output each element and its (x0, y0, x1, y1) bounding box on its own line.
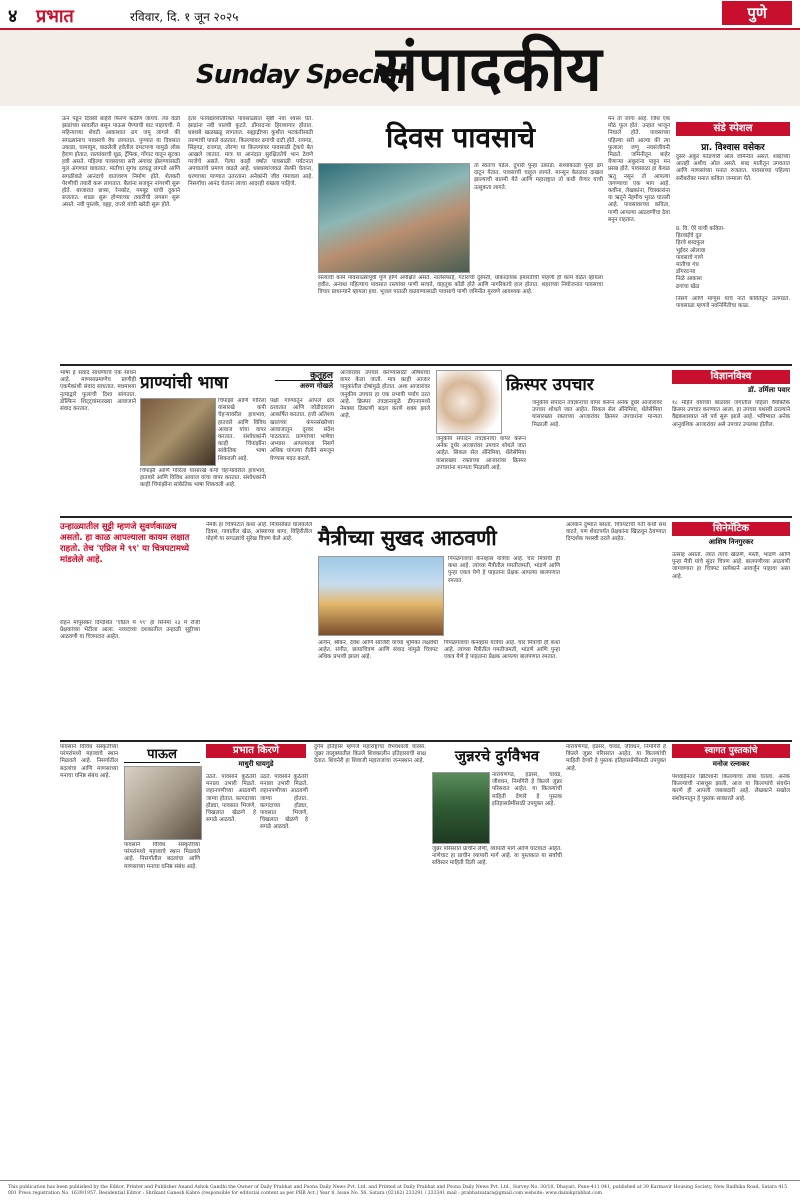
sande-special-poem (676, 226, 790, 291)
languages-author: अरुण गोखले (299, 382, 333, 390)
sande-special-text: दुसरे अंकुर फोडणारी ओल जमिनीत असते. शब्दांच्या आतही अशीच ओल असते. शब्द मातीतून उगवतात आणि माणसांच्या मनात रुजतात. पावसाच्या पहिल्या सरीबरोबर मनात कविता जन्माला येते. (676, 154, 790, 182)
poem-line: हिरवे शब्दफूल (676, 240, 705, 247)
maitri-col3b: पिंपळगावचा कॅनव्हास यात्रेचा आहे. चार मित्रांची ही कथा आहे. त्यांच्या मैत्रीतील गमतीजमती, भांडणे आणि पुन्हा एकत्र येणे हे पाहताना प्रेक्षक आपल्या बालपणात रमतात. (444, 640, 560, 661)
lead-headline: दिवस पावसाचे (385, 121, 536, 154)
poem-line: प्र. वि. ऐरे यांची कविता- (676, 226, 725, 232)
junnar-col2b: जुन्नर परिसरात प्राचीन लेणी, व्यापारी मार्ग आणि घाटवाटा आहेत. नाणेघाट हा प्राचीन व्यापारी मार्ग आहे. या पुस्तकात या सर्वांची सविस्तर माहिती दिली आहे. (432, 846, 562, 867)
kirane-col1: उठते. पावसाने कुठेतरी मनाला उभारी मिळते. लहानपणीच्या आठवणी जाग्या होतात. कागदाच्या होड्या, पावसात भिजणे, चिखलात खेळणे हे सगळे आठवते. (206, 774, 256, 824)
page-header (0, 0, 800, 30)
sudha-pullquote: उन्हाळ्यातील सुट्टी म्हणजे सुवर्णकाळच असतो. हा काळ आपल्याला कायम लक्षात राहतो. तेच 'एप्रिल मे ९९' या चित्रपटामध्ये मांडलेले आहे. (60, 522, 190, 565)
maitri-col3: आर्यन, श्रीकर, देवेश आणि साजिरी यांच्या भूमिका लक्षवेधी आहेत. संगीत, छायाचित्रण आणि संवाद यांमुळे चित्रपट अधिक प्रभावी झाला आहे. (318, 640, 438, 661)
lead-col2: इतर फायद्यांव्यतिरिक्त पावसाळ्यात सृष्टी नवा श्वास घेते. झाडांना नवी पालवी फुटते. डोंगरदऱ्या हिरव्यागार होतात. धबधबे खळखळू लागतात. सह्याद्रीच्या कुशीत भटकंतीसाठी तरुणांची पावले वळतात. किल्ल्यांवर ढगांची दाटी होते. रायगड, सिंहगड, राजगड, तोरणा या किल्ल्यांवर पावसाळी ट्रेकचे बेत आखले जातात. मात्र या आनंदात सुरक्षिततेचे भान ठेवणे गरजेचे असते. गेल्या काही वर्षांत पावसाळी पर्यटनात अपघातांचे प्रमाण वाढले आहे. धबधब्यांजवळ सेल्फी घेताना, धरणाच्या पाण्यात उतरताना अनेकांनी जीव गमावला आहे. निसर्गाचा आनंद घेताना त्याचा आदरही राखला पाहिजे. (188, 116, 313, 187)
lead-col5: मन तो जागा आहे. जिथे एक मोठं फूल होतं. उन्हात भाजून निघाले होते. पावसाच्या पहिल्या सरी आल्या की त्या फुलाला जणू नवसंजीवनी मिळते. जमिनीतून बाहेर येणाऱ्या अंकुरांना पाहून मन प्रसन्न होते. पावसाळा हा केवळ ऋतू नसून तो आपल्या जगण्याचा एक भाग आहे. कवींना, लेखकांना, चित्रकारांना या ऋतूने नेहमीच भुरळ घातली आहे. पावसावरच्या कविता, गाणी आपल्या आठवणींचा ठेवा बनून राहतात. (608, 116, 670, 223)
section-divider (60, 364, 792, 366)
sande-special-label: संडे स्पेशल (676, 122, 790, 136)
poem-line: निळे आकाश (676, 276, 702, 283)
poem-line: भुईवर ओलावा (676, 247, 706, 254)
paaul-col2: पावसाने विविध संस्कृतींच्या परंपरांमध्ये महत्त्वाचे स्थान मिळवले आहे. निसर्गातील बदलांचा आणि माणसाच्या मनाचा घनिष्ठ संबंध आहे. (124, 842, 200, 870)
poem-line: हिरवाईचे दूत (676, 233, 702, 240)
maitri-col1: नेमके हा चित्रपटात कथा आहे. मित्रांसोबत घालवलेले दिवस, गावातील खेळ, आंब्याच्या बागा, विहिरीतील पोहणे या सगळ्यांचे सुरेख चित्रण केले आहे. (206, 522, 312, 543)
section-title: संपादकीय (376, 32, 602, 105)
lead-col1: ऊन पडून दिवसी बाहेरी फिरणं कठीण जायचं. त्या वेळी झाडांच्या सावलीत बसून पाऊस येण्याची वाट पाहायची. मे महिन्याच्या शेवटी आकाशात ढग जमू लागले की सगळ्यांनाच पावसाचे वेध लागतात. पुण्यात या दिवसांत उकाडा, घामाघूम, वाढलेली हवेतील दमटपणा यामुळे लोक हैराण होतात. रस्त्यांवरची धूळ, ट्रॅफिक, गोंगाट यातून सुटका हवी असते. पहिल्या पावसाच्या सरी अंगावर झेलण्यासाठी मुलं अंगणात धावतात. मातीचा सुगंध दरवळू लागतो आणि सगळीकडे आनंदाचे वातावरण निर्माण होते. शेतकरी पेरणीची तयारी करू लागतात. बैलांना सजवून नांगरणी सुरू होते. बाजारात छत्र्या, रेनकोट, गमबूट यांची दुकाने सजतात. शाळा सुरू होण्याच्या तयारीची लगबग सुरू असते. नवी पुस्तके, वह्या, दप्तरे यांची खरेदी सुरू होते. (62, 116, 180, 209)
section-divider (60, 516, 792, 518)
sunday-special-label: Sunday Special (196, 60, 405, 90)
swagat-author: मनोज रत्नाकर (712, 760, 750, 768)
kirane-col2: उठते. पावसाने कुठेतरी मनाला उभारी मिळते. लहानपणीच्या आठवणी जाग्या होतात. कागदाच्या होड्या, पावसात भिजणे, चिखलात खेळणे हे सगळे आठवते. (260, 774, 308, 831)
cinematic-author: आशिष निनगुरकर (708, 538, 754, 546)
junnar-col3: नारायणगड, हडसर, चावंड, जीवधन, निमगिरी हे किल्ले जुन्नर परिसरात आहेत. या किल्ल्यांची माहिती देणारे हे पुस्तक इतिहासप्रेमींसाठी उपयुक्त आहे. (566, 744, 666, 772)
maitri-headline: मैत्रीच्या सुखद आठवणी (318, 526, 497, 550)
kirane-author: माधुरी घायगुडे (238, 760, 274, 768)
poem-line: डोंगरदऱ्या (676, 269, 696, 276)
page-number: ४ (8, 6, 18, 27)
dna-illustration (436, 370, 502, 434)
kirane-label: प्रभात किरणे (206, 744, 306, 758)
languages-col1: भाषा हे संवाद साधण्याचे एक साधन आहे. माणसाप्रमाणेच प्राणीही एकमेकांशी संवाद साधतात. मधमाश्या नृत्याद्वारे फुलांची दिशा सांगतात. डॉल्फिन शिट्ट्यांसारख्या आवाजाने संवाद करतात. (60, 370, 136, 413)
cinematic-label: सिनेमॅटिक (672, 522, 790, 536)
poem-line: मातीचा गंध (676, 262, 699, 269)
junnar-headline: जुन्नरचे दुर्गवैभव (454, 747, 540, 765)
languages-col3: पक्षी गाण्यांतून आपले क्षेत्र ठरवतात आणि जोडीदाराला आकर्षित करतात. हत्ती अतिशय खालच्या कंपनसंख्येच्या आवाजातून दूरवर संदेश पाठवतात. प्राण्यांच्या भाषेचा अभ्यास आपल्याला निसर्ग अधिक चांगल्या रीतीने समजून घेण्यास मदत करतो. (270, 398, 334, 462)
crispr-col1: आजारावर उपचार करण्यासाठी औषधांचा वापर केला जातो. मात्र काही आजार जनुकांतील दोषांमुळे होतात. अशा आजारांवर जनुकीय उपचार हा एक प्रभावी पर्याय ठरत आहे. क्रिस्पर तंत्रज्ञानामुळे डीएनएमध्ये नेमक्या ठिकाणी बदल करणे शक्य झाले आहे. (340, 370, 430, 420)
poem-line: पावसाचे गाणे (676, 254, 703, 261)
maitri-col4: अलवाने दुष्यांत बसतो. चित्रपटाची गती कधी संथ वाटते, पण शेवटपर्यंत प्रेक्षकांना खिळवून ठेवण्यात दिग्दर्शक यशस्वी ठरले आहेत. (566, 522, 666, 543)
sudha-text: रोहन मापुसकर दिग्दर्शित 'एप्रिल मे ९९' हा सिनेमा २३ मे रोजी प्रेक्षकांच्या भेटीला आला. नव्वदच्या दशकातील उन्हाळी सुट्टीच्या आठवणी या चित्रपटात आहेत. (60, 620, 200, 641)
crispr-col3: जनुकीय संपादन तंत्रज्ञानाचा वापर करून अनेक दुर्धर आजारांवर उपचार शोधले जात आहेत. सिकल सेल ॲनिमिया, थॅलेसेमिया यांसारख्या रक्ताच्या आजारांवर क्रिस्पर उपचारांना मान्यता मिळाली आहे. (532, 400, 662, 428)
paaul-col1: पावसाने विविध संस्कृतींच्या परंपरांमध्ये महत्त्वाचे स्थान मिळवले आहे. निसर्गातील बदलांचा आणि माणसाच्या मनाचा घनिष्ठ संबंध आहे. (60, 744, 118, 779)
languages-col2b: चिंपांझी आणि गोरिला यांसारखे कपी चेहऱ्यावरील हावभाव, हातवारे आणि विविध आवाज यांचा वापर करतात. संशोधकांनी काही चिंपांझींना सांकेतिक भाषा शिकवली आहे. (140, 468, 266, 489)
edition-city: पुणे (722, 1, 792, 25)
maitri-col2: पिंपळगावचा कॅनव्हास यात्रेचा आहे. चार मित्रांची ही कथा आहे. त्यांच्या मैत्रीतील गमतीजमती, भांडणे आणि पुन्हा एकत्र येणे हे पाहताना प्रेक्षक आपल्या बालपणात रमतात. (448, 556, 560, 584)
crispr-author: डॉ. उर्मिला पवार (747, 386, 790, 394)
imprint-line: This publication has been published by the Editor, Printer and Publisher Anand Ashok Gandhi the Owner of Daily Prabhat and Poona Daily News Pvt. Ltd. and Printed at Daily Prabhat and Poona Daily News Pvt. Ltd., Survey No. 30/10, Dhayari, Pune-411 041, published at 39 Karmavir Housing Society, New Radhika Road, Satara 415 001 Press registration No. 1639/1957. Residential Editor : Shrikant Ganesh Kabre (responsible for editorial content as per PRB Act.) Year 8, Issue No. 56, Satara (02162) 233291 / 233341 mail : prabhatsatara@gmail.com website: www.dainikprabhat.com (0, 1180, 800, 1204)
crispr-headline: क्रिस्पर उपचार (506, 375, 594, 395)
lead-photo-side-text: तो स्वतःच पडेल. दुपारी पुन्हा उकाडा. संध्याकाळी पुन्हा ढग दाटून येतात. पावसाची चाहूल लागते. मान्सून केरळात दाखल झाल्याची बातमी येते आणि महाराष्ट्रात तो कधी येणार याची उत्सुकता लागते. (474, 163, 603, 191)
poem-line: ढगांचा खेळ (676, 283, 700, 290)
swagat-label: स्वागत पुस्तकांचे (672, 744, 790, 758)
issue-date: रविवार, दि. १ जून २०२५ (130, 10, 239, 24)
chimpanzee-photo (140, 398, 216, 466)
film-still-photo (318, 556, 444, 636)
junnar-col1: दुर्गम इतिहास म्हणजे महाराष्ट्राचा वैभवशाली वारसा. जुन्नर तालुक्यातील किल्ले शिवकालीन इतिहासाची साक्ष देतात. शिवनेरी हा शिवाजी महाराजांचा जन्मस्थान आहे. (314, 744, 426, 765)
languages-col2a: चिंपांझी आणि गोरिला यांसारखे कपी चेहऱ्यावरील हावभाव, हातवारे आणि विविध आवाज यांचा वापर करतात. संशोधकांनी काही चिंपांझींना सांकेतिक भाषा शिकवली आहे. (218, 398, 266, 462)
crispr-col2: जनुकीय संपादन तंत्रज्ञानाचा वापर करून अनेक दुर्धर आजारांवर उपचार शोधले जात आहेत. सिकल सेल ॲनिमिया, थॅलेसेमिया यांसारख्या रक्ताच्या आजारांवर क्रिस्पर उपचारांना मान्यता मिळाली आहे. (436, 436, 526, 471)
lead-mid-text: रस्त्यांची कामे पावसाळ्यापूर्वी पूर्ण होणे अपेक्षित असते. नालेसफाई, गटारांची दुरुस्ती, धोकादायक इमारतींची पाहणी ही कामे वेळेत व्हायला हवीत. अन्यथा पहिल्याच पावसात रस्त्यांवर पाणी साचते, वाहतूक कोंडी होते आणि नागरिकांचे हाल होतात. शहराच्या नियोजनात पावसाचा विचार प्राधान्याने व्हायला हवा. भूजल पातळी वाढवण्यासाठी पावसाचे पाणी जमिनीत मुरवणे आवश्यक आहे. (318, 275, 603, 296)
book-cover-image (432, 772, 490, 844)
window-woman-photo (124, 766, 202, 840)
swagat-text: पेशवाईनंतर ब्रिटिशांनी किल्ल्यांचा ताबा घेतला. अनेक किल्ल्यांची नासधूस झाली. आज या किल्ल्यांचे संवर्धन करणे ही आपली जबाबदारी आहे. लेखकाने सखोल संशोधनातून हे पुस्तक साकारले आहे. (672, 774, 790, 802)
languages-headline: प्राण्यांची भाषा (140, 373, 229, 393)
paaul-label: पाऊल (124, 744, 200, 763)
sande-special-text2: निसर्ग आणि माणूस यांचे नाते कवितेतून उलगडते. पावसाळा म्हणजे नवनिर्मितीचा काळ. (676, 296, 790, 310)
section-divider (60, 740, 792, 742)
newspaper-logo: प्रभात (36, 6, 74, 27)
rain-woman-photo (318, 163, 470, 273)
junnar-col2a: नारायणगड, हडसर, चावंड, जीवधन, निमगिरी हे किल्ले जुन्नर परिसरात आहेत. या किल्ल्यांची माहिती देणारे हे पुस्तक इतिहासप्रेमींसाठी उपयुक्त आहे. (492, 772, 562, 807)
sande-special-author: प्रा. विश्वास वसेकर (701, 143, 765, 153)
crispr-col4: १८ महिने वयाच्या बाळावर जगातील पहिला वैयक्तिक क्रिस्पर उपचार करण्यात आला. हा उपचार यशस्वी ठरल्याने वैद्यकशास्त्रात नवे पर्व सुरू झाले आहे. भविष्यात अनेक आनुवंशिक आजारांवर असे उपचार उपलब्ध होतील. (672, 400, 790, 428)
vidnyan-label: विज्ञानविश्व (672, 370, 790, 384)
cinematic-text: उत्साह असतो. त्यात त्यांचे खेळणे, मस्ती, भांडणे आणि पुन्हा मैत्री यांचे सुंदर चित्रण आहे. बालपणीच्या आठवणी जागवणारा हा चित्रपट प्रत्येकाने आवर्जून पाहावा असा आहे. (672, 552, 790, 580)
kutuhal-label: कुतूहल (275, 368, 333, 381)
